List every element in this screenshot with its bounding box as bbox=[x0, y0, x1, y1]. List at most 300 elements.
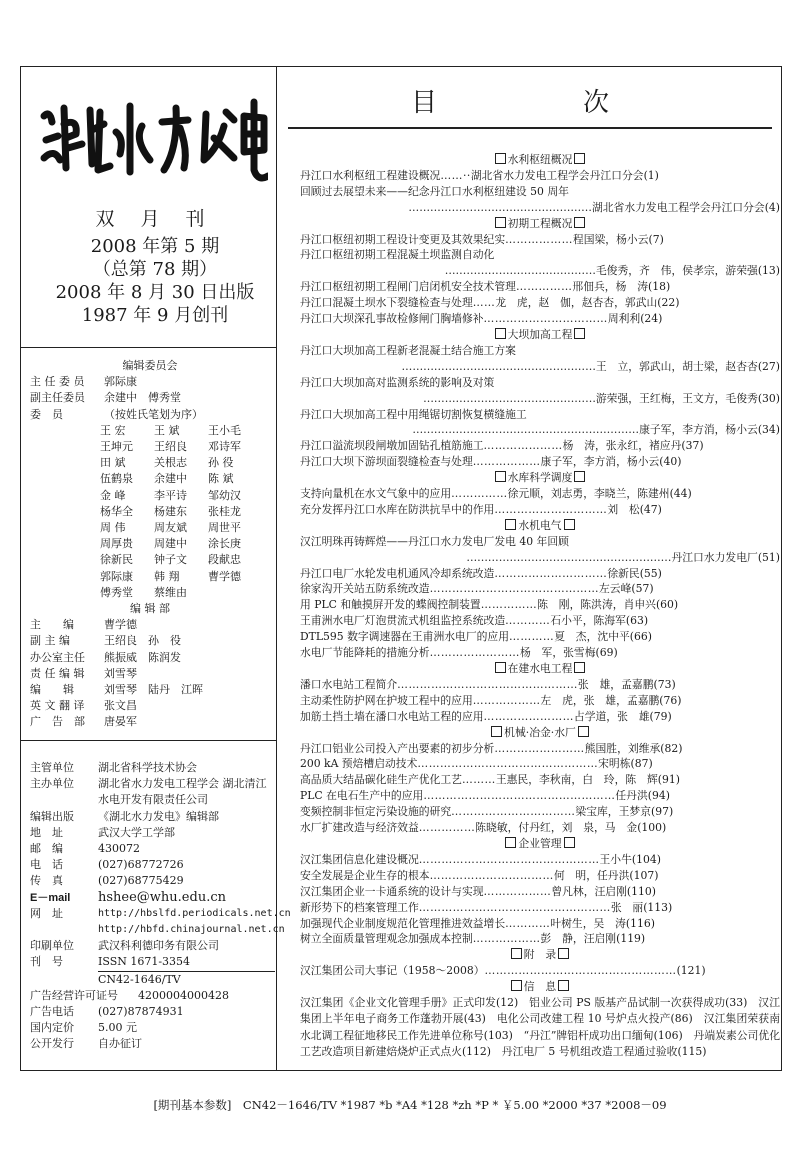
box-icon bbox=[505, 837, 516, 848]
toc-leader: …………………………………………… bbox=[484, 964, 677, 978]
label: 广告电话 bbox=[30, 1005, 74, 1019]
staff-role: 副 主 编 bbox=[30, 634, 70, 648]
staff-names: 曹学德 bbox=[104, 618, 137, 632]
staff-role: 广 告 部 bbox=[30, 715, 85, 729]
toc-entry-title: 水厂扩建改造与经济效益 bbox=[300, 821, 419, 835]
toc-entry-title: 丹江口枢纽初期工程设计变更及其效果纪实 bbox=[300, 232, 506, 246]
toc-entry[interactable] bbox=[300, 184, 780, 200]
staff-row bbox=[30, 617, 270, 633]
toc-entry-continuation bbox=[300, 391, 780, 407]
committee-member: 曹学德 bbox=[208, 569, 241, 583]
email-row bbox=[30, 890, 275, 906]
box-icon bbox=[495, 217, 506, 228]
toc-entry-author: 湖北省水力发电工程学会丹江口分会(1) bbox=[470, 168, 659, 182]
toc-section-header bbox=[300, 216, 780, 232]
toc-entry-author: 何 明，任丹洪(107) bbox=[553, 868, 659, 882]
toc-entry[interactable] bbox=[300, 454, 780, 470]
left-info-rule bbox=[20, 740, 276, 741]
toc-entry-title: 加强现代企业制度规范化管理推进效益增长 bbox=[300, 916, 506, 930]
toc-entry[interactable] bbox=[300, 581, 780, 597]
toc-entry-author: 龙 虎，赵 伽，赵杏杏，郭武山(22) bbox=[495, 296, 680, 310]
members-role: 委 员 bbox=[30, 407, 63, 421]
toc-entry[interactable] bbox=[300, 900, 780, 916]
toc-leader: …………………… bbox=[494, 741, 585, 755]
toc-entry[interactable] bbox=[300, 566, 780, 582]
toc-section-name: 大坝加高工程 bbox=[507, 327, 573, 341]
box-icon bbox=[574, 662, 585, 673]
value: (027)87874931 bbox=[98, 1005, 184, 1019]
phone-row bbox=[30, 857, 275, 873]
committee-member: 邓诗军 bbox=[208, 440, 241, 454]
toc-entry-title: 汉江集团信息化建设概况 bbox=[300, 852, 419, 866]
top-rule bbox=[20, 66, 782, 67]
staff-names: 熊振威 陈润发 bbox=[104, 650, 181, 664]
label: 广告经营许可证号 bbox=[30, 988, 118, 1002]
fax-row bbox=[30, 873, 275, 889]
toc-entry-author: 张 丽(113) bbox=[610, 900, 673, 914]
committee-member: 王 宏 bbox=[100, 423, 126, 437]
box-icon bbox=[511, 948, 522, 959]
founded-date: 1987 年 9 月创刊 bbox=[81, 305, 229, 326]
staff-role: 英 文 翻 译 bbox=[30, 699, 85, 713]
toc-entry-author: 王 立，郭武山，胡士梁，赵杏杏(27) bbox=[595, 359, 780, 373]
toc-leader: ………… bbox=[505, 916, 551, 930]
toc-section-name: 信 息 bbox=[523, 980, 557, 994]
toc-entry-author: 徐新民(55) bbox=[607, 566, 662, 580]
toc-section-header bbox=[300, 725, 780, 741]
toc-leader: …………… bbox=[515, 280, 573, 294]
toc-entry-author: 左云峰(57) bbox=[599, 582, 654, 596]
toc-leader: ………………………………………… bbox=[397, 677, 578, 691]
toc-entry-title: 丹江口混凝土坝水下裂缝检查与处理 bbox=[300, 296, 473, 310]
toc-leader: …………………………………………… bbox=[408, 200, 592, 214]
toc-entry-title: 安全发展是企业生存的根本 bbox=[300, 868, 430, 882]
toc-entry-author: 丹江口水力发电厂(51) bbox=[671, 550, 780, 564]
toc-entry-title: 徐家沟开关站五防系统改造 bbox=[300, 582, 430, 596]
toc-entry[interactable] bbox=[300, 931, 780, 947]
box-icon bbox=[491, 726, 502, 737]
committee-member: 段献忠 bbox=[208, 553, 241, 567]
value: 430072 bbox=[98, 842, 140, 856]
dept-title: 编 辑 部 bbox=[130, 602, 170, 616]
toc-leader: ………………………………………… bbox=[417, 757, 599, 771]
toc-entry-author: 熊国胜，刘维承(82) bbox=[584, 741, 683, 755]
box-icon bbox=[574, 217, 585, 228]
toc-leader: ………… bbox=[509, 630, 555, 644]
box-icon bbox=[495, 662, 506, 673]
staff-row bbox=[30, 714, 270, 730]
toc-entry-author: 周利利(24) bbox=[607, 312, 663, 326]
toc-entry-author: 石小平，陈海军(63) bbox=[550, 614, 649, 628]
toc-entry-author: 彭 静，汪启刚(119) bbox=[540, 932, 646, 946]
staff-names: 刘雪琴 陆丹 江晖 bbox=[104, 683, 203, 697]
toc-entry-author: 杨 涛，张永红，褚应丹(37) bbox=[562, 439, 704, 453]
toc-leader: …………… bbox=[418, 821, 476, 835]
label: 主办单位 bbox=[30, 777, 74, 791]
address-row bbox=[30, 825, 275, 841]
web-link-1[interactable]: http://hbslfd.periodicals.net.cn bbox=[98, 907, 291, 919]
toc-entry[interactable] bbox=[300, 486, 780, 502]
journal-parameters-footer: [期刊基本参数] CN42－1646/TV *1987 *b *A4 *128 *zh *P * ￥5.00 *2000 *37 *2008－09 bbox=[153, 1098, 667, 1112]
toc-entry[interactable] bbox=[300, 438, 780, 454]
toc-entry-continuation bbox=[300, 422, 780, 438]
toc-entry-title: 汉江明珠再铸辉煌——丹江口水力发电厂发电 40 年回顾 bbox=[300, 534, 569, 548]
toc-entry-author: 康子军，李方消，杨小云(34) bbox=[639, 423, 780, 437]
editor-row bbox=[30, 809, 275, 825]
toc-entry-author: 梁宝库，王梦京(97) bbox=[575, 805, 674, 819]
toc-entry-author: 张 雄，孟嘉鹏(73) bbox=[577, 677, 676, 691]
label: 公开发行 bbox=[30, 1037, 74, 1051]
staff-row bbox=[30, 682, 270, 698]
toc-section-header bbox=[300, 979, 780, 995]
committee-member: 傅秀堂 bbox=[100, 585, 133, 599]
toc-entry[interactable] bbox=[300, 534, 780, 550]
toc-entry-title: 丹江口溢流坝段闸墩加固钻孔植筋施工 bbox=[300, 439, 484, 453]
label: 印刷单位 bbox=[30, 939, 74, 953]
toc-entry-author: 占学道，张 雄(79) bbox=[573, 709, 672, 723]
committee-member: 韩 翔 bbox=[154, 569, 180, 583]
toc-entry[interactable] bbox=[300, 868, 780, 884]
committee-member: 周厚贵 bbox=[100, 537, 133, 551]
toc-entry[interactable] bbox=[300, 884, 780, 900]
web-link-2[interactable]: http://hbfd.chinajournal.net.cn bbox=[98, 924, 285, 936]
price-row bbox=[30, 1020, 275, 1036]
toc-entry[interactable] bbox=[300, 820, 780, 836]
news-paragraph: 汉江集团《企业文化管理手册》正式印发(12) 铝业公司 PS 版基产品试制一次获得成功(33) 汉江集团上半年电子商务工作蓬勃开展(43) 电化公司改建工程 10 号炉点火投产(86) 汉江集团荣获南水北调工程征地移民工作先进单位称号(103) “丹江”牌铝杆成功出口缅甸(106) 丹端炭素公司优化工艺改造项目新建焙烧炉正式点火(112) 丹江电厂 5 号机组改造工程通过验收(115) bbox=[300, 996, 780, 1059]
committee-member: 王 斌 bbox=[154, 423, 180, 437]
box-icon bbox=[558, 948, 569, 959]
staff-row bbox=[30, 633, 270, 649]
toc-entry-author: 任丹洪(94) bbox=[615, 789, 670, 803]
toc-entry-title: 丹江口大坝加高工程新老混凝土结合施工方案 bbox=[300, 343, 516, 357]
label: 邮 编 bbox=[30, 842, 63, 856]
toc-entry-title: 200 kA 预焙槽启动技术 bbox=[300, 757, 418, 771]
toc-entry-author: 毛俊秀，齐 伟，侯孝宗，游荣强(13) bbox=[595, 264, 780, 278]
toc-entry-title: PLC 在电石生产中的应用 bbox=[300, 789, 424, 803]
committee-member: 周 伟 bbox=[100, 521, 126, 535]
toc-entry-title: 加筋土挡土墙在潘口水电站工程的应用 bbox=[300, 709, 484, 723]
toc-entry[interactable] bbox=[300, 613, 780, 629]
toc-leader: ……………………………………… bbox=[429, 582, 600, 596]
toc-entry-author: 康子军，李方消，杨小云(40) bbox=[540, 455, 682, 469]
toc-entry[interactable] bbox=[300, 756, 780, 772]
box-icon bbox=[564, 519, 575, 530]
box-icon bbox=[495, 153, 506, 164]
staff-row bbox=[30, 666, 270, 682]
toc-entry-title: 水电厂节能降耗的措施分析 bbox=[300, 646, 430, 660]
toc-leader: ………………………………………………… bbox=[466, 550, 672, 564]
box-icon bbox=[574, 471, 585, 482]
label: E－mail bbox=[30, 891, 71, 904]
committee-member: 涂长庚 bbox=[208, 537, 241, 551]
toc-entry[interactable] bbox=[300, 852, 780, 868]
toc-leader: …………………………………………… bbox=[423, 789, 616, 803]
toc-section-name: 水库科学调度 bbox=[507, 471, 573, 485]
staff-role: 责 任 编 辑 bbox=[30, 666, 85, 680]
value: 湖北省科学技术协会 bbox=[98, 761, 197, 774]
toc-entry-author: 曾凡林，汪启刚(110) bbox=[551, 884, 656, 898]
toc-entry-title: 丹江口大坝下游坝面裂缝检查与处理 bbox=[300, 455, 473, 469]
vice-role: 副主任委员 bbox=[30, 391, 85, 405]
toc-title: 目 次 bbox=[410, 88, 669, 118]
toc-entry-author: 湖北省水力发电工程学会丹江口分会(4) bbox=[591, 200, 780, 214]
toc-section-header bbox=[300, 947, 780, 963]
toc-entry[interactable] bbox=[300, 788, 780, 804]
toc-section-header bbox=[300, 836, 780, 852]
frequency: 双 月 刊 bbox=[95, 208, 215, 230]
toc-entry[interactable] bbox=[300, 916, 780, 932]
toc-leader: ……………… bbox=[505, 232, 573, 246]
toc-leader: ……………………………………………… bbox=[401, 359, 596, 373]
toc-title-rule bbox=[288, 127, 772, 129]
printer-row bbox=[30, 938, 275, 954]
toc-entry[interactable] bbox=[300, 375, 780, 391]
toc-leader: ……………… bbox=[472, 455, 541, 469]
vice-row bbox=[30, 390, 270, 406]
staff-names: 刘雪琴 bbox=[104, 666, 137, 680]
value: 武汉科利德印务有限公司 bbox=[98, 939, 219, 953]
toc-leader: …… bbox=[472, 296, 496, 310]
toc-entry-author: 夏 杰，沈中平(66) bbox=[554, 630, 652, 644]
toc-entry-title: 潘口水电站工程简介 bbox=[300, 677, 398, 691]
vice-names: 余建中 傅秀堂 bbox=[104, 391, 181, 405]
editorial-committee bbox=[30, 358, 270, 731]
toc-entry[interactable] bbox=[300, 279, 780, 295]
value: 湖北省水力发电工程学会 湖北清江水电开发有限责任公司 bbox=[98, 777, 267, 807]
director-role: 主 任 委 员 bbox=[30, 375, 85, 389]
toc-entry[interactable] bbox=[300, 407, 780, 423]
toc-section-header bbox=[300, 327, 780, 343]
label: 主管单位 bbox=[30, 761, 74, 774]
toc-leader: …………………………… bbox=[483, 312, 608, 326]
toc-leader: ……… bbox=[461, 773, 496, 787]
toc-leader: ………………… bbox=[483, 439, 563, 453]
committee-member: 余建中 bbox=[154, 472, 187, 486]
box-icon bbox=[578, 726, 589, 737]
toc-section-name: 水利枢纽概况 bbox=[507, 153, 573, 166]
toc-entry-author: 左 虎，张 雄，孟嘉鹏(76) bbox=[540, 693, 682, 707]
host-row bbox=[30, 776, 275, 808]
committee-member: 邹幼汉 bbox=[208, 488, 241, 502]
box-icon bbox=[574, 153, 585, 164]
sponsor-row bbox=[30, 760, 275, 776]
staff-role: 办公室主任 bbox=[30, 650, 85, 664]
toc-section-header bbox=[300, 518, 780, 534]
toc-entry-title: 丹江口电厂水轮发电机通风冷却系统改造 bbox=[300, 566, 495, 580]
postcode-row bbox=[30, 841, 275, 857]
committee-member: 周建中 bbox=[154, 537, 187, 551]
toc-entry-author: 王惠民，李秋南，白 玲，陈 辉(91) bbox=[495, 773, 680, 787]
label: 网 址 bbox=[30, 906, 63, 920]
value: 《湖北水力发电》编辑部 bbox=[98, 809, 219, 823]
publishing-info bbox=[30, 760, 291, 1053]
toc-entry-title: 主动柔性防护网在护坡工程中的应用 bbox=[300, 693, 473, 707]
year-issue: 2008 年第 5 期 bbox=[90, 236, 220, 257]
committee-title: 编辑委员会 bbox=[122, 359, 178, 372]
toc-entry[interactable] bbox=[300, 772, 780, 788]
ad-license-row bbox=[30, 988, 275, 1004]
toc-entry[interactable] bbox=[300, 247, 780, 263]
toc-section-name: 初期工程概况 bbox=[507, 216, 573, 230]
toc-leader: …………………………………………… bbox=[418, 900, 611, 914]
members-note: （按姓氏笔划为序） bbox=[104, 407, 203, 421]
toc-entry[interactable] bbox=[300, 502, 780, 518]
value: 5.00 元 bbox=[98, 1021, 137, 1035]
toc-entry[interactable] bbox=[300, 709, 780, 725]
committee-member: 金 峰 bbox=[100, 488, 126, 502]
toc-entry-title: DTL595 数字调速器在王甫洲水电厂的应用 bbox=[300, 630, 510, 644]
toc-entry-title: 回顾过去展望未来——纪念丹江口水利枢纽建设 50 周年 bbox=[300, 184, 569, 198]
director-name: 郭际康 bbox=[104, 375, 137, 389]
toc-entry-author: 徐元顺，刘志勇，李晓兰，陈建州(44) bbox=[507, 487, 692, 501]
toc-leader: ………………………… bbox=[494, 502, 608, 516]
members-grid bbox=[30, 423, 270, 601]
toc-entry[interactable] bbox=[300, 232, 780, 248]
value: ISSN 1671-3354 bbox=[98, 955, 191, 969]
committee-member: 周世平 bbox=[208, 521, 241, 535]
toc-entry-author: 王小牛(104) bbox=[599, 852, 661, 866]
committee-member: 王小毛 bbox=[208, 423, 241, 437]
web-row-2 bbox=[30, 922, 285, 938]
toc-entry-title: 用 PLC 和触摸屏开发的蝶阀控制装置 bbox=[300, 598, 481, 612]
staff-names: 张文昌 bbox=[104, 699, 137, 713]
email-link[interactable]: hshee@whu.edu.cn bbox=[98, 889, 226, 905]
value: (027)68772726 bbox=[98, 858, 184, 872]
box-icon bbox=[564, 837, 575, 848]
staff-list bbox=[30, 617, 270, 730]
toc-entry-title: 丹江口枢纽初期工程闸门启闭机安全技术管理 bbox=[300, 280, 516, 294]
toc-leader: …………………………………… bbox=[444, 264, 596, 278]
bottom-rule bbox=[20, 1070, 782, 1071]
toc-leader: ………………………………………… bbox=[423, 391, 596, 405]
toc-entry-title: 充分发挥丹江口水库在防洪抗旱中的作用 bbox=[300, 502, 495, 516]
toc-entry-continuation bbox=[300, 359, 780, 375]
issn-row bbox=[30, 954, 275, 970]
label: 国内定价 bbox=[30, 1021, 74, 1035]
value: 4200004000428 bbox=[138, 988, 229, 1002]
toc-entry[interactable] bbox=[300, 804, 780, 820]
toc-entry-title: 汉江集团公司大事记（1958～2008） bbox=[300, 964, 485, 978]
toc-entry-author: 陈晓敏，付丹红，刘 泉，马 金(100) bbox=[475, 821, 667, 835]
toc-entry-title: 支持向量机在水文气象中的应用 bbox=[300, 487, 452, 501]
toc-leader: …………………… bbox=[483, 709, 574, 723]
box-icon bbox=[558, 980, 569, 991]
toc-entry[interactable] bbox=[300, 168, 780, 184]
toc-section-name: 水机电气 bbox=[518, 518, 562, 532]
toc-leader: …………………………… bbox=[451, 805, 576, 819]
toc-entry[interactable] bbox=[300, 343, 780, 359]
toc-leader: ……………… bbox=[483, 884, 552, 898]
toc-leader: …………… bbox=[451, 487, 508, 501]
committee-member: 周友斌 bbox=[154, 521, 187, 535]
committee-member: 王绍良 bbox=[154, 440, 187, 454]
committee-member: 杨华全 bbox=[100, 504, 133, 518]
table-of-contents bbox=[300, 152, 780, 1061]
label: 电 话 bbox=[30, 858, 63, 872]
committee-member: 郭际康 bbox=[100, 569, 133, 583]
toc-entry-title: 丹江口枢纽初期工程混凝土坝监测自动化 bbox=[300, 248, 495, 262]
toc-entry-title: 丹江口大坝深孔事故检修闸门胸墙修补 bbox=[300, 312, 484, 326]
toc-leader: ……………… bbox=[472, 932, 541, 946]
value: 自办征订 bbox=[98, 1037, 142, 1051]
toc-leader: ………………………… bbox=[494, 566, 608, 580]
toc-section-name: 企业管理 bbox=[518, 836, 562, 850]
committee-member: 李平诗 bbox=[154, 488, 187, 502]
committee-member: 蔡维由 bbox=[154, 585, 187, 599]
staff-role: 编 辑 bbox=[30, 683, 74, 697]
toc-entry[interactable] bbox=[300, 677, 780, 693]
toc-leader: ………………………………………… bbox=[418, 852, 600, 866]
toc-entry[interactable] bbox=[300, 963, 780, 979]
toc-leader: …………………… bbox=[429, 646, 520, 660]
journal-masthead bbox=[38, 88, 268, 188]
toc-leader: ………… bbox=[505, 614, 551, 628]
masthead-calligraphy-icon bbox=[38, 88, 268, 188]
toc-entry[interactable] bbox=[300, 741, 780, 757]
toc-leader: ……………………………………………………… bbox=[412, 423, 640, 437]
toc-entry-continuation bbox=[300, 263, 780, 279]
box-icon bbox=[574, 328, 585, 339]
toc-leader: …………… bbox=[480, 598, 538, 612]
director-row bbox=[30, 374, 270, 390]
toc-section-header bbox=[300, 470, 780, 486]
left-issue-rule bbox=[20, 347, 276, 348]
staff-names: 唐晏军 bbox=[104, 715, 137, 729]
toc-entry-title: 高品质大结晶碳化硅生产优化工艺 bbox=[300, 773, 462, 787]
toc-entry-title: 丹江口水利枢纽工程建设概况 bbox=[300, 168, 441, 182]
toc-entry-title: 丹江口大坝加高工程中用绳锯切割恢复横缝施工 bbox=[300, 407, 527, 421]
toc-entry-title: 王甫洲水电厂灯泡贯流式机组监控系统改造 bbox=[300, 614, 506, 628]
staff-row bbox=[30, 698, 270, 714]
box-icon bbox=[495, 328, 506, 339]
toc-entry-title: 变频控制非恒定污染设施的研究 bbox=[300, 805, 452, 819]
staff-row bbox=[30, 650, 270, 666]
label: 传 真 bbox=[30, 874, 63, 888]
issue-block bbox=[20, 208, 290, 327]
toc-section-header bbox=[300, 152, 780, 168]
value: (027)68775429 bbox=[98, 874, 184, 888]
toc-entry-author: 宋明栋(87) bbox=[598, 757, 653, 771]
toc-entry[interactable] bbox=[300, 295, 780, 311]
toc-entry[interactable] bbox=[300, 693, 780, 709]
staff-names: 王绍良 孙 役 bbox=[104, 634, 181, 648]
toc-entry-title: 新形势下的档案管理工作 bbox=[300, 900, 419, 914]
box-icon bbox=[505, 519, 516, 530]
total-issue: （总第 78 期） bbox=[92, 259, 218, 280]
committee-member: 王坤元 bbox=[100, 440, 133, 454]
toc-entry-author: 邢佃兵，杨 涛(18) bbox=[572, 280, 671, 294]
toc-entry-author: (121) bbox=[676, 964, 706, 978]
toc-leader: ……………… bbox=[472, 693, 541, 707]
toc-entry-title: 树立全面质量管理观念加强成本控制 bbox=[300, 932, 473, 946]
right-rule bbox=[781, 66, 782, 1070]
toc-section-header bbox=[300, 661, 780, 677]
toc-entry[interactable] bbox=[300, 645, 780, 661]
label: 刊 号 bbox=[30, 955, 63, 969]
committee-member: 张桂龙 bbox=[208, 504, 241, 518]
toc-entry-title: 丹江口大坝加高对监测系统的影响及对策 bbox=[300, 375, 495, 389]
distribution-row bbox=[30, 1036, 275, 1052]
committee-member: 孙 役 bbox=[208, 456, 234, 470]
toc-entry-author: 程国梁，杨小云(7) bbox=[572, 232, 664, 246]
toc-entry[interactable] bbox=[300, 629, 780, 645]
toc-entry[interactable] bbox=[300, 597, 780, 613]
toc-entry[interactable] bbox=[300, 311, 780, 327]
toc-entry-author: 叶树生，吴 涛(116) bbox=[550, 916, 655, 930]
value: 武汉大学工学部 bbox=[98, 825, 175, 839]
members-row bbox=[30, 407, 270, 423]
ad-phone-row bbox=[30, 1004, 275, 1020]
